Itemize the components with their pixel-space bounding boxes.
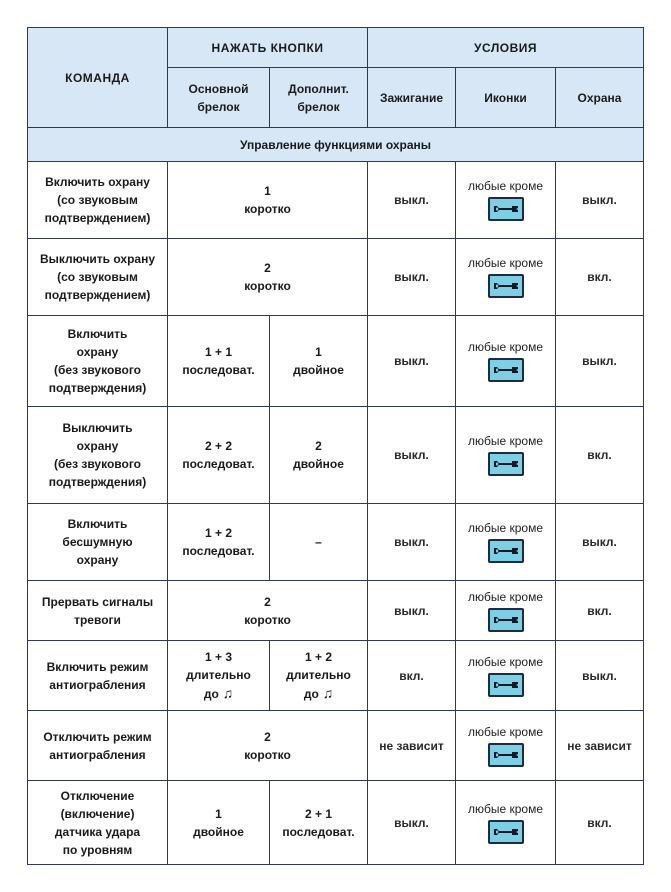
command-cell <box>28 407 168 504</box>
main-fob-line: последоват. <box>182 363 255 377</box>
buttons-cell <box>168 239 368 316</box>
ignition-cell: вкл. <box>368 641 456 711</box>
guard-cell: вкл. <box>556 239 644 316</box>
command-cell <box>28 239 168 316</box>
table-row <box>28 407 644 504</box>
command-line: подтверждения) <box>48 381 147 395</box>
extra-fob-cell <box>270 407 368 504</box>
main-fob-line: 1 + 3 <box>204 650 233 664</box>
icons-cell <box>456 581 556 641</box>
command-cell <box>28 641 168 711</box>
guard-cell: не зависит <box>556 711 644 781</box>
command-line: (со звуковым <box>57 193 138 207</box>
main-fob-line: 2 + 2 <box>204 439 233 453</box>
table-row <box>28 239 644 316</box>
buttons-line: коротко <box>244 747 291 762</box>
command-line: Включить охрану <box>45 175 150 189</box>
command-line: Включить <box>67 517 128 531</box>
section-title: Управление функциями охраны <box>28 128 644 162</box>
icons-condition-label: любые кроме <box>467 724 544 739</box>
header-press-buttons: НАЖАТЬ КНОПКИ <box>168 28 368 68</box>
header-ignition: Зажигание <box>368 68 456 128</box>
icons-cell <box>456 239 556 316</box>
main-fob-line: последоват. <box>182 457 255 471</box>
command-cell <box>28 781 168 865</box>
header-main-fob-line1: Основной <box>188 81 249 96</box>
command-cell <box>28 162 168 239</box>
command-line: бесшумную <box>62 535 133 549</box>
header-main-fob-line2: брелок <box>197 99 240 114</box>
main-fob-line: до <box>203 687 219 701</box>
extra-fob-line: длительно <box>286 668 351 682</box>
extra-fob-cell <box>270 316 368 407</box>
command-line: Включить <box>67 327 128 341</box>
ignition-cell: не зависит <box>368 711 456 781</box>
table-row <box>28 781 644 865</box>
wrench-icon <box>488 197 524 221</box>
command-line: охрану <box>76 345 119 359</box>
extra-fob-cell <box>270 504 368 581</box>
buttons-cell <box>168 581 368 641</box>
command-line: (включение) <box>60 806 135 821</box>
command-line: антиограбления <box>49 747 146 762</box>
extra-fob-line: двойное <box>293 457 344 471</box>
ignition-cell: выкл. <box>368 162 456 239</box>
wrench-icon <box>488 673 524 697</box>
wrench-icon <box>488 274 524 298</box>
command-line: подтверждением) <box>44 288 151 302</box>
extra-fob-line: – <box>315 535 322 549</box>
command-line: Выключить охрану <box>39 252 156 266</box>
command-line: (со звуковым <box>57 270 138 284</box>
command-cell <box>28 711 168 781</box>
icons-cell <box>456 316 556 407</box>
icons-condition-label: любые кроме <box>467 434 544 448</box>
command-line: охрану <box>76 439 119 453</box>
command-line: охрану <box>76 553 119 567</box>
extra-fob-line: последоват. <box>282 824 355 839</box>
icons-condition-label: любые кроме <box>467 256 544 270</box>
main-fob-cell <box>168 641 270 711</box>
command-line: (без звукового <box>54 363 141 377</box>
header-icons: Иконки <box>456 68 556 128</box>
icons-condition-label: любые кроме <box>467 801 544 816</box>
wrench-icon <box>488 820 524 844</box>
command-line: датчика удара <box>54 824 141 839</box>
extra-fob-line: 2 + 1 <box>304 806 333 821</box>
buttons-line: 2 <box>264 729 271 744</box>
icons-cell <box>456 641 556 711</box>
buttons-cell <box>168 711 368 781</box>
command-line: Отключение <box>60 788 135 803</box>
table-row <box>28 504 644 581</box>
extra-fob-line: 1 + 2 <box>304 650 333 664</box>
buttons-line: 2 <box>264 261 271 275</box>
guard-cell: выкл. <box>556 641 644 711</box>
buttons-line: коротко <box>244 612 291 627</box>
main-fob-line: двойное <box>193 824 244 839</box>
command-line: подтверждением) <box>44 211 151 225</box>
ignition-cell: выкл. <box>368 239 456 316</box>
guard-cell: выкл. <box>556 162 644 239</box>
main-fob-line: 1 + 2 <box>204 526 233 540</box>
buttons-line: 1 <box>264 184 271 198</box>
music-note-icon: ♫ <box>218 685 234 701</box>
header-conditions: УСЛОВИЯ <box>368 28 644 68</box>
buttons-cell <box>168 162 368 239</box>
guard-cell: вкл. <box>556 407 644 504</box>
buttons-line: коротко <box>244 202 291 216</box>
icons-condition-label: любые кроме <box>467 340 544 354</box>
icons-cell <box>456 407 556 504</box>
header-extra-fob <box>270 68 368 128</box>
command-line: тревоги <box>74 612 121 627</box>
icons-condition-label: любые кроме <box>467 179 544 193</box>
command-cell <box>28 316 168 407</box>
header-extra-fob-line1: Дополнит. <box>288 81 349 96</box>
command-line: (без звукового <box>54 457 141 471</box>
header-command: КОМАНДА <box>28 28 168 128</box>
table-row <box>28 711 644 781</box>
buttons-line: 2 <box>264 594 271 609</box>
extra-fob-line: 2 <box>315 439 322 453</box>
extra-fob-line: до <box>303 687 319 701</box>
wrench-icon <box>488 539 524 563</box>
main-fob-line: последоват. <box>182 544 255 558</box>
wrench-icon <box>488 608 524 632</box>
icons-condition-label: любые кроме <box>467 654 544 669</box>
table-row <box>28 581 644 641</box>
command-line: Выключить <box>62 421 133 435</box>
command-line: подтверждения) <box>48 475 147 489</box>
wrench-icon <box>488 452 524 476</box>
command-cell <box>28 581 168 641</box>
command-line: Прервать сигналы <box>41 594 154 609</box>
commands-table <box>27 27 644 865</box>
command-line: Отключить режим <box>43 729 152 744</box>
command-line: антиограбления <box>49 677 146 692</box>
extra-fob-line: 1 <box>315 345 322 359</box>
extra-fob-line: двойное <box>293 363 344 377</box>
guard-cell: выкл. <box>556 316 644 407</box>
wrench-icon <box>488 358 524 382</box>
ignition-cell: выкл. <box>368 407 456 504</box>
guard-cell: вкл. <box>556 581 644 641</box>
icons-cell <box>456 504 556 581</box>
command-line: Включить режим <box>46 659 149 674</box>
table-row <box>28 316 644 407</box>
icons-cell <box>456 711 556 781</box>
icons-condition-label: любые кроме <box>467 521 544 535</box>
command-cell <box>28 504 168 581</box>
guard-cell: вкл. <box>556 781 644 865</box>
main-fob-line: 1 + 1 <box>204 345 233 359</box>
main-fob-line: 1 <box>215 806 222 821</box>
extra-fob-cell <box>270 781 368 865</box>
wrench-icon <box>488 743 524 767</box>
icons-cell <box>456 781 556 865</box>
main-fob-cell <box>168 316 270 407</box>
main-fob-cell <box>168 504 270 581</box>
ignition-cell: выкл. <box>368 316 456 407</box>
header-extra-fob-line2: брелок <box>297 99 340 114</box>
icons-condition-label: любые кроме <box>467 589 544 604</box>
main-fob-cell <box>168 407 270 504</box>
header-main-fob <box>168 68 270 128</box>
guard-cell: выкл. <box>556 504 644 581</box>
table-body <box>28 162 644 865</box>
main-fob-line: длительно <box>186 668 251 682</box>
ignition-cell: выкл. <box>368 581 456 641</box>
ignition-cell: выкл. <box>368 781 456 865</box>
icons-cell <box>456 162 556 239</box>
table-row <box>28 162 644 239</box>
music-note-icon: ♫ <box>318 685 334 701</box>
header-guard: Охрана <box>556 68 644 128</box>
buttons-line: коротко <box>244 279 291 293</box>
ignition-cell: выкл. <box>368 504 456 581</box>
main-fob-cell <box>168 781 270 865</box>
table-row <box>28 641 644 711</box>
extra-fob-cell <box>270 641 368 711</box>
command-line: по уровням <box>62 842 133 857</box>
